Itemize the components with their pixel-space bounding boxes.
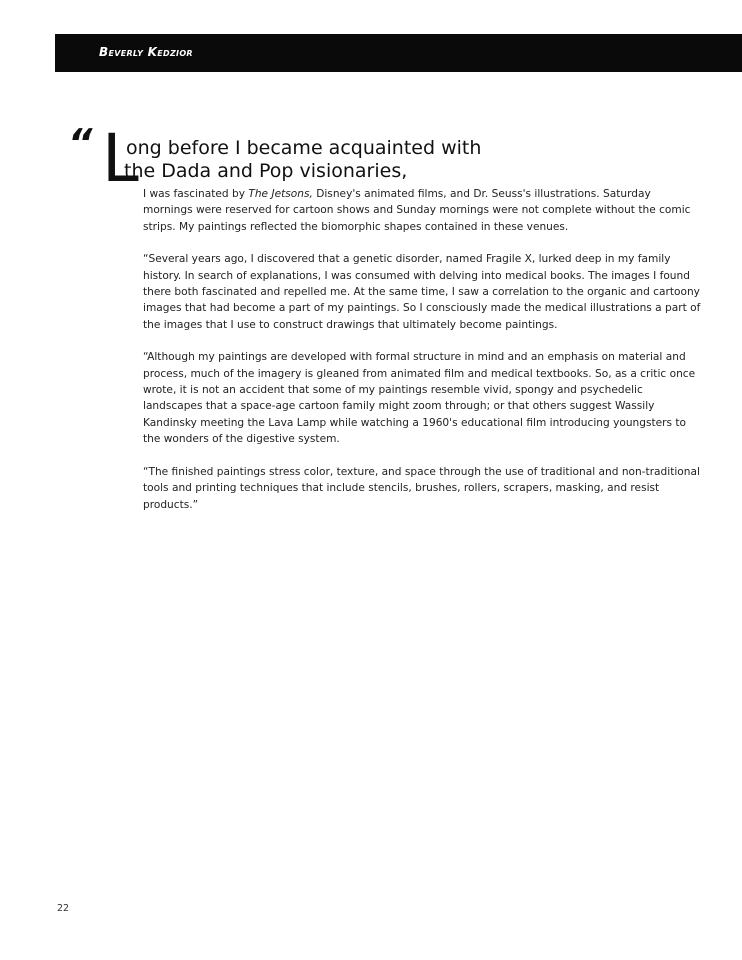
paragraph-3: “Although my paintings are developed with formal structure in mind and an emphasis on material and process, much of the imagery is gleaned from animated film and medical textbooks. So, as a critic once wrote, it is not an accident that some of my paintings resemble vivid, spongy and psychedelic landscapes that a space-age cartoon family might zoom through; or that others suggest Wassily Kandinsky meeting the Lava Lamp while watching a 1960's educational film introducing youngsters to the wonders of the digestive system.: [143, 351, 696, 446]
headline-line-2: the Dada and Pop visionaries,: [124, 160, 408, 182]
drop-cap-letter: L: [102, 120, 139, 197]
headline-line-1: ong before I became acquainted with: [126, 137, 482, 159]
artist-statement-body: [143, 186, 701, 529]
paragraph-1: [143, 186, 701, 235]
pull-quote-headline: [124, 137, 564, 183]
author-name: Beverly Kedzior: [99, 45, 193, 59]
quote-mark: “: [68, 121, 93, 165]
paragraph-1-intro: I was fascinated by: [143, 188, 249, 200]
page-number: 22: [57, 903, 70, 914]
paragraph-4: “The finished paintings stress color, texture, and space through the use of traditional and non-traditional tools and printing techniques that include stencils, brushes, rollers, scrapers, masking, and resist products.”: [143, 465, 700, 511]
paragraph-1-rest: Disney's animated films, and Dr. Seuss's illustrations. Saturday mornings were reserved for cartoon shows and Sunday mornings were not complete without the comic strips. My paintings reflected the biomorphic shapes contained in these venues.: [143, 188, 691, 233]
show-title-italic: The Jetsons,: [248, 188, 313, 200]
paragraph-2: “Several years ago, I discovered that a genetic disorder, named Fragile X, lurked deep in my family history. In search of explanations, I was consumed with delving into medical books. The images I found there both fascinated and repelled me. At the same time, I saw a correlation to the organic and cartoony images that had become a part of my paintings. So I consciously made the medical illustrations a part of the images that I use to construct drawings that ultimately become paintings.: [143, 253, 701, 331]
header-bar: [55, 34, 742, 72]
